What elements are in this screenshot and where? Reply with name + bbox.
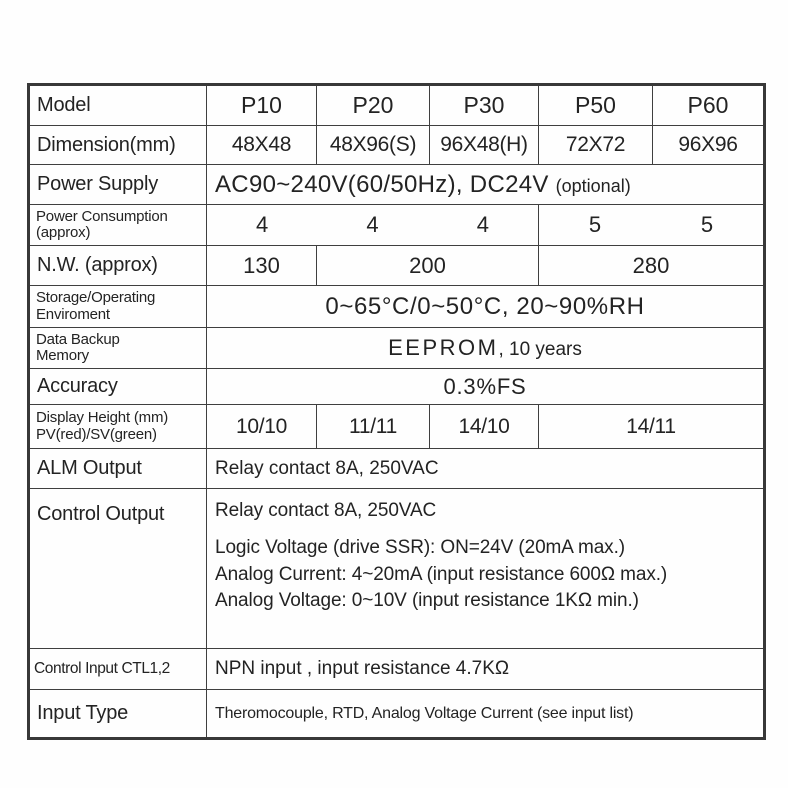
- data-backup-value-rest: , 10 years: [498, 339, 582, 360]
- power-consumption-group2: [539, 205, 765, 246]
- row-alm-output: [29, 449, 765, 489]
- display-height-p10: 10/10: [207, 405, 317, 449]
- input-type-label: Input Type: [29, 690, 207, 739]
- data-backup-value: [207, 328, 765, 369]
- alm-output-value: Relay contact 8A, 250VAC: [207, 449, 765, 489]
- control-input-value: NPN input , input resistance 4.7KΩ: [207, 649, 765, 690]
- control-output-line1: Relay contact 8A, 250VAC: [215, 500, 437, 521]
- control-output-value: [207, 489, 765, 649]
- control-output-line2: Logic Voltage (drive SSR): ON=24V (20mA max.): [215, 537, 625, 558]
- data-backup-label: [29, 328, 207, 369]
- control-output-line4: Analog Voltage: 0~10V (input resistance 1KΩ min.): [215, 590, 639, 611]
- model-value-p20: P20: [317, 85, 430, 126]
- row-power-consumption: [29, 205, 765, 246]
- row-data-backup: [29, 328, 765, 369]
- display-height-p50-p60: 14/11: [539, 405, 765, 449]
- model-value-p50: P50: [539, 85, 653, 126]
- model-value-p60: P60: [653, 85, 765, 126]
- net-weight-value-2: 200: [317, 246, 539, 286]
- display-height-label-line1: Display Height (mm): [36, 409, 169, 426]
- display-height-p30: 14/10: [430, 405, 539, 449]
- model-label: Model: [29, 85, 207, 126]
- data-backup-label-line1: Data Backup: [36, 330, 120, 348]
- storage-label: [29, 286, 207, 328]
- dimension-value-p60: 96X96: [653, 126, 765, 165]
- power-supply-value: [207, 165, 765, 205]
- storage-label-line1: Storage/Operating: [36, 289, 156, 306]
- row-power-supply: [29, 165, 765, 205]
- row-control-input: [29, 649, 765, 690]
- storage-value: 0~65°C/0~50°C, 20~90%RH: [207, 286, 765, 328]
- dimension-value-p30: 96X48(H): [430, 126, 539, 165]
- power-consumption-label-line1: Power Consumption: [36, 207, 168, 225]
- row-input-type: [29, 690, 765, 739]
- row-display-height: [29, 405, 765, 449]
- power-consumption-p20: 4: [366, 212, 379, 237]
- dimension-value-p50: 72X72: [539, 126, 653, 165]
- power-consumption-p60: 5: [700, 212, 714, 237]
- power-consumption-label-line2: (approx): [36, 224, 91, 241]
- net-weight-value-3: 280: [539, 246, 765, 286]
- data-backup-label-line2: Memory: [36, 347, 89, 364]
- accuracy-label: Accuracy: [29, 369, 207, 405]
- data-backup-value-caps: EEPROM: [388, 335, 499, 360]
- power-consumption-p10: 4: [256, 212, 269, 237]
- power-consumption-p50: 5: [588, 212, 602, 237]
- net-weight-value-1: 130: [207, 246, 317, 286]
- row-net-weight: [29, 246, 765, 286]
- control-output-line3: Analog Current: 4~20mA (input resistance 600Ω max.): [215, 563, 668, 585]
- spec-table: [27, 83, 766, 740]
- alm-output-label: ALM Output: [29, 449, 207, 489]
- power-consumption-group1: [207, 205, 539, 246]
- row-accuracy: [29, 369, 765, 405]
- power-consumption-p30: 4: [476, 212, 489, 237]
- model-value-p30: P30: [430, 85, 539, 126]
- power-consumption-label: [29, 205, 207, 246]
- control-output-label: Control Output: [29, 489, 207, 649]
- row-storage-environment: [29, 286, 765, 328]
- row-control-output: [29, 489, 765, 649]
- input-type-value: Theromocouple, RTD, Analog Voltage Current (see input list): [207, 690, 765, 739]
- control-input-label: Control Input CTL1,2: [29, 649, 207, 690]
- display-height-label-line2: PV(red)/SV(green): [36, 425, 157, 443]
- display-height-label: [29, 405, 207, 449]
- power-supply-note: (optional): [555, 175, 631, 196]
- power-supply-main: AC90~240V(60/50Hz), DC24V: [215, 170, 549, 198]
- display-height-p20: 11/11: [317, 405, 430, 449]
- dimension-value-p10: 48X48: [207, 126, 317, 165]
- row-dimension: [29, 126, 765, 165]
- row-model: [29, 85, 765, 126]
- dimension-value-p20: 48X96(S): [317, 126, 430, 165]
- net-weight-label: N.W. (approx): [29, 246, 207, 286]
- dimension-label: Dimension(mm): [29, 126, 207, 165]
- model-value-p10: P10: [207, 85, 317, 126]
- accuracy-value: 0.3%FS: [207, 369, 765, 405]
- storage-label-line2: Enviroment: [36, 305, 110, 323]
- power-supply-label: Power Supply: [29, 165, 207, 205]
